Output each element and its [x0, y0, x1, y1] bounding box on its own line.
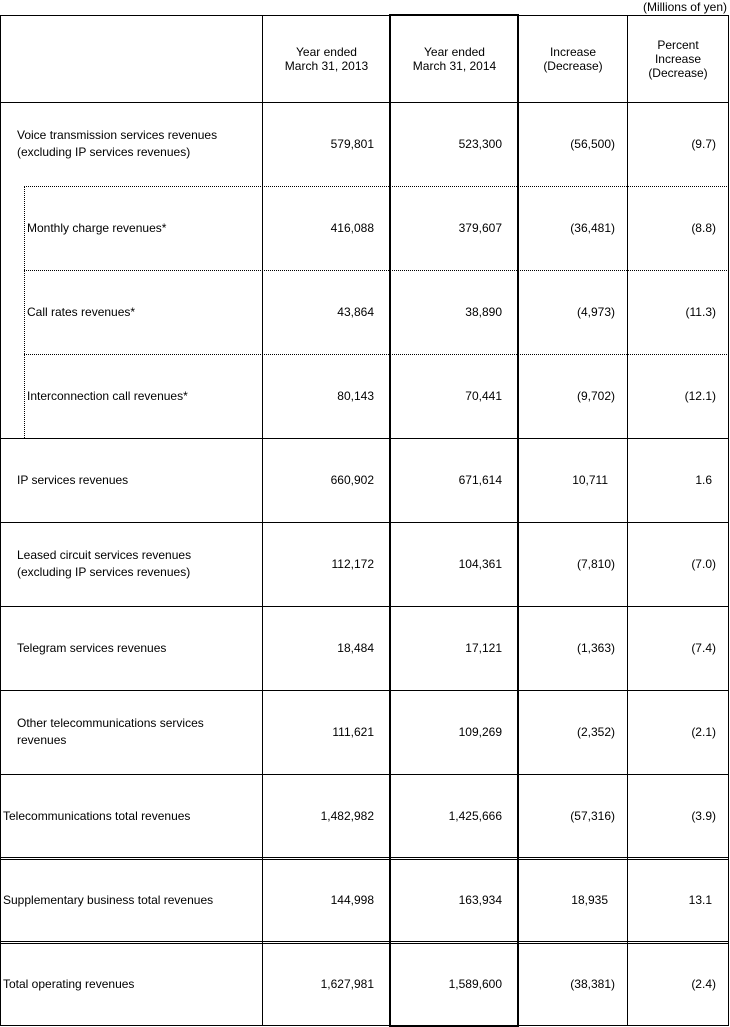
row-label: Other telecommunications services revenues	[17, 716, 204, 747]
divider	[262, 15, 263, 1026]
header-fy2014: Year ended March 31, 2014	[412, 44, 497, 73]
divider	[24, 354, 729, 355]
value-fy2013: 80,143	[337, 389, 374, 403]
value-change: (2,352)	[576, 725, 615, 739]
divider	[627, 15, 628, 1026]
value-percent: 13.1	[688, 893, 712, 907]
value-percent: (2.1)	[691, 725, 716, 739]
row-label: IP services revenues	[17, 472, 129, 487]
row-label: Total operating revenues	[3, 976, 135, 991]
value-fy2013: 111,621	[332, 725, 374, 739]
table-row	[0, 858, 729, 942]
value-fy2014: 379,607	[458, 221, 502, 235]
value-change: (56,500)	[570, 137, 615, 151]
row-label: Leased circuit services revenues (excluding IP services revenues)	[17, 548, 192, 579]
value-percent: (12.1)	[684, 389, 716, 403]
value-change: (7,810)	[576, 557, 615, 571]
value-change: (36,481)	[570, 221, 615, 235]
header-fy2013: Year ended March 31, 2013	[284, 44, 369, 73]
value-fy2014: 70,441	[465, 389, 502, 403]
divider	[0, 1025, 729, 1026]
divider	[0, 943, 729, 944]
divider	[389, 14, 391, 1027]
row-label: Monthly charge revenues*	[27, 220, 167, 235]
divider	[24, 186, 729, 187]
divider	[0, 522, 729, 523]
value-change: (4,973)	[576, 305, 615, 319]
value-percent: 1.6	[695, 473, 712, 487]
divider	[0, 857, 729, 858]
value-percent: (7.4)	[691, 641, 716, 655]
table-row	[0, 606, 729, 690]
value-fy2014: 1,425,666	[448, 809, 502, 823]
divider	[0, 774, 729, 775]
row-label: Telecommunications total revenues	[3, 808, 191, 823]
value-percent: (9.7)	[691, 137, 716, 151]
value-fy2013: 18,484	[337, 641, 374, 655]
value-percent: (3.9)	[691, 809, 716, 823]
row-label: Voice transmission services revenues (excluding IP services revenues)	[17, 128, 218, 159]
value-fy2013: 660,902	[330, 473, 374, 487]
value-fy2014: 163,934	[458, 893, 502, 907]
value-change: (38,381)	[570, 977, 615, 991]
value-fy2014: 17,121	[465, 641, 502, 655]
divider	[0, 102, 729, 103]
divider	[0, 606, 729, 607]
table-row	[0, 942, 729, 1026]
value-fy2014: 109,269	[458, 725, 502, 739]
table-row	[0, 690, 729, 774]
value-change: (1,363)	[576, 641, 615, 655]
value-percent: (8.8)	[691, 221, 716, 235]
row-label: Interconnection call revenues*	[27, 388, 188, 403]
value-change: (57,316)	[570, 809, 615, 823]
value-fy2013: 144,998	[330, 893, 374, 907]
value-fy2014: 671,614	[458, 473, 502, 487]
divider	[24, 270, 729, 271]
header-percent-change: Percent Increase (Decrease)	[648, 37, 708, 80]
table-row	[0, 522, 729, 606]
divider	[0, 690, 729, 691]
table-row	[0, 270, 729, 354]
divider	[0, 859, 729, 860]
value-fy2013: 1,482,982	[320, 809, 374, 823]
value-change: (9,702)	[576, 389, 615, 403]
table-row	[0, 354, 729, 438]
table-row	[0, 102, 729, 186]
value-percent: (2.4)	[691, 977, 716, 991]
table-row	[0, 186, 729, 270]
table-row	[0, 774, 729, 858]
value-percent: (11.3)	[685, 305, 716, 319]
divider	[517, 14, 519, 1027]
divider	[0, 15, 1, 1026]
value-fy2014: 38,890	[465, 305, 502, 319]
row-label: Supplementary business total revenues	[3, 892, 214, 907]
divider	[0, 941, 729, 942]
row-label: Call rates revenues*	[27, 304, 136, 319]
divider	[24, 186, 25, 438]
value-fy2013: 43,864	[337, 305, 374, 319]
value-fy2014: 523,300	[458, 137, 502, 151]
value-change: 10,711	[572, 473, 608, 487]
value-percent: (7.0)	[691, 557, 716, 571]
header-change: Increase (Decrease)	[543, 44, 603, 73]
value-fy2013: 1,627,981	[320, 977, 374, 991]
value-fy2013: 416,088	[330, 221, 374, 235]
divider	[0, 438, 729, 439]
divider	[728, 15, 729, 1026]
value-fy2013: 579,801	[330, 137, 374, 151]
value-fy2014: 1,589,600	[448, 977, 502, 991]
row-label: Telegram services revenues	[17, 640, 167, 655]
header-label-cell	[0, 15, 263, 102]
value-fy2014: 104,361	[458, 557, 502, 571]
table-header-row	[0, 15, 729, 102]
divider	[0, 15, 729, 16]
unit-note: (Millions of yen)	[642, 0, 727, 14]
value-fy2013: 112,172	[331, 557, 374, 571]
table-row	[0, 438, 729, 522]
value-change: 18,935	[571, 893, 608, 907]
